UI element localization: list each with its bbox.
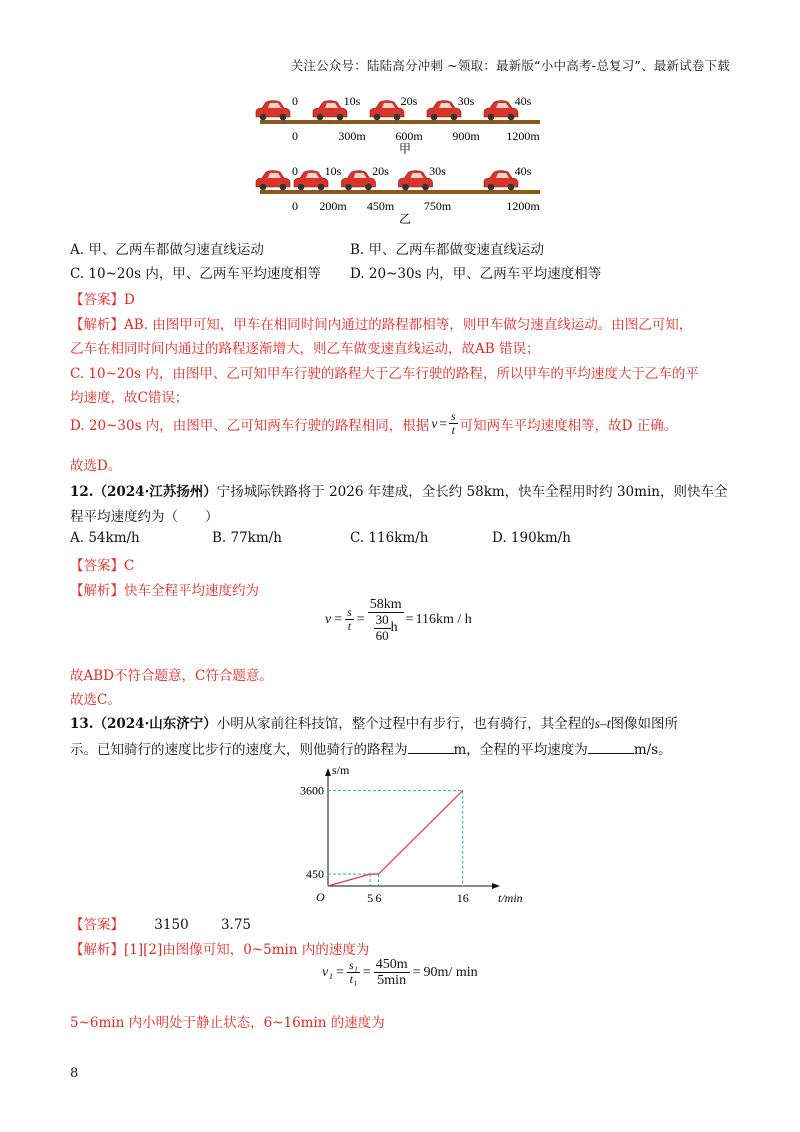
q13-answer	[70, 913, 251, 933]
jia-time-label: 20s	[400, 94, 418, 108]
q11-explanation-5	[70, 410, 677, 437]
q11-answer: 【答案】D	[70, 292, 135, 308]
q12-option-d[interactable]: D. 190km/h	[492, 530, 571, 546]
road	[260, 120, 540, 124]
jia-distance-label: 300m	[338, 129, 366, 143]
x-tick-label: 6	[375, 891, 382, 905]
q11-option-d[interactable]: D. 20~30s 内，甲、乙两车平均速度相等	[350, 266, 602, 282]
q11-explanation-1: 【解析】AB. 由图甲可知，甲车在相同时间内通过的路程都相等，则甲车做匀速直线运动。由图乙可知，	[70, 317, 693, 333]
page-header: 关注公众号：陆陆高分冲刺 ~领取：最新版“小中高考-总复习”、最新试卷下载	[290, 58, 730, 73]
q11-explanation-4: 均速度，故C错误；	[70, 390, 189, 406]
q12-answer: 【答案】C	[70, 558, 135, 574]
x-tick-label: 5	[367, 891, 374, 905]
q11-option-c[interactable]: C. 10~20s 内，甲、乙两车平均速度相等	[70, 266, 321, 282]
data-point	[370, 873, 371, 874]
y-axis-arrow	[325, 768, 331, 776]
q11-explanation-3: C. 10~20s 内，由图甲、乙可知甲车行驶的路程大于乙车行驶的路程，所以甲车的平均速度大于乙车的平	[70, 366, 699, 382]
car-icon	[484, 171, 518, 191]
q11-exp5-eq: =	[439, 415, 447, 431]
q11-explanation-2: 乙车在相同时间内通过的路程逐渐增大，则乙车做变速直线运动，故AB 错误；	[70, 341, 540, 357]
car-icon	[313, 101, 347, 121]
car-motion-figure	[255, 90, 555, 230]
q12-stem-1: 12.（2024·江苏扬州）宁扬城际铁路将于 2026 年建成，全长约 58km，快车全程用时约 30min，则快车全	[70, 484, 728, 500]
q12-explanation-2: 故ABD不符合题意，C符合题意。	[70, 668, 273, 684]
origin-label: O	[316, 890, 325, 904]
x-tick-label: 16	[456, 891, 469, 905]
yi-distance-label: 0	[292, 199, 298, 213]
yi-distance-label: 200m	[319, 199, 347, 213]
car-icon	[294, 171, 328, 191]
car-icon	[399, 171, 433, 191]
q11-exp5-post: 可知两车平均速度相等，故D 正确。	[459, 417, 678, 434]
q13-explanation-1: 【解析】[1][2]由图像可知，0~5min 内的速度为	[70, 942, 370, 958]
q12-option-b[interactable]: B. 77km/h	[212, 530, 282, 546]
q12-stem-2: 程平均速度约为（ ）	[70, 509, 219, 525]
series-line	[328, 791, 463, 886]
q12-number: 12.	[70, 484, 94, 500]
figure-jia	[256, 94, 540, 156]
q12-formula: v = $\frac{s}{t}$ = 58km $\frac{30}{60}$ h = 116km / h	[325, 597, 472, 643]
jia-time-label: 10s	[343, 94, 361, 108]
figure-yi	[256, 164, 540, 226]
q13-formula: v₁ = $\frac{\text{s₁}}{\text{t₁}}$ = $\frac{450m}{5\min}$ = 90m/ min	[322, 957, 478, 989]
q12-explanation-1: 【解析】快车全程平均速度约为	[70, 583, 259, 599]
y-tick-label: 450	[306, 867, 324, 882]
jia-time-label: 30s	[457, 94, 475, 108]
q13-number: 13.	[70, 716, 94, 732]
jia-time-label: 0	[292, 94, 298, 108]
q11-exp5-fraction: $\frac{s}{t}$	[450, 409, 456, 438]
data-point	[378, 873, 379, 874]
q13-blank-1[interactable]	[408, 741, 454, 754]
q12-source: （2024·江苏扬州）	[93, 484, 217, 500]
q13-answer-2: 3.75	[220, 917, 252, 933]
q12-option-a[interactable]: A. 54km/h	[70, 530, 140, 546]
q11-option-a[interactable]: A. 甲、乙两车都做匀速直线运动	[70, 242, 264, 258]
yi-time-label: 20s	[372, 164, 389, 178]
q13-stem-2: 示。已知骑行的速度比步行的速度大，则他骑行的路程为 m，全程的平均速度为 m/s。	[70, 742, 672, 758]
jia-label: 甲	[398, 142, 412, 156]
x-axis-label: t/min	[498, 891, 523, 905]
q11-conclusion: 故选D。	[70, 458, 122, 474]
car-icon	[256, 171, 290, 191]
q13-source: （2024·山东济宁）	[93, 716, 217, 732]
yi-time-label: 30s	[429, 164, 446, 178]
q11-exp5-v: v	[431, 415, 438, 431]
data-point	[462, 790, 463, 791]
car-icon	[370, 101, 404, 121]
s-t-chart	[300, 758, 523, 908]
car-icon	[256, 101, 290, 121]
yi-distance-label: 1200m	[506, 199, 540, 213]
q13-answer-1: 3150	[154, 917, 189, 933]
page-number: 8	[70, 1066, 79, 1081]
yi-distance-label: 450m	[366, 199, 395, 213]
car-icon	[427, 101, 461, 121]
q13-blank-2[interactable]	[588, 741, 634, 754]
q13-explanation-2: 5~6min 内小明处于静止状态，6~16min 的速度为	[70, 1015, 385, 1031]
q11-exp5-pre: D. 20~30s 内，由图甲、乙可知两车行驶的路程相同，根据	[70, 417, 430, 434]
q13-stem-1: 13.（2024·山东济宁）小明从家前往科技馆，整个过程中有步行，也有骑行，其全程的s–t图像如图所	[70, 716, 679, 732]
yi-time-label: 10s	[324, 164, 342, 178]
q13-answer-label: 【答案】	[70, 917, 124, 933]
yi-time-label: 40s	[514, 164, 532, 178]
q12-conclusion: 故选C。	[70, 692, 121, 708]
jia-distance-label: 600m	[395, 129, 423, 143]
yi-time-label: 0	[292, 164, 298, 178]
jia-time-label: 40s	[514, 94, 532, 108]
yi-distance-label: 750m	[423, 199, 452, 213]
jia-distance-label: 900m	[452, 129, 480, 143]
y-axis-label: s/m	[332, 763, 350, 777]
yi-label: 乙	[398, 212, 412, 226]
y-tick-label: 3600	[300, 783, 324, 798]
q12-option-c[interactable]: C. 116km/h	[350, 530, 429, 546]
data-point	[327, 885, 328, 886]
q11-option-b[interactable]: B. 甲、乙两车都做变速直线运动	[350, 242, 545, 258]
x-axis-arrow	[492, 883, 500, 889]
jia-distance-label: 1200m	[506, 129, 540, 143]
car-icon	[342, 171, 376, 191]
jia-distance-label: 0	[292, 129, 298, 143]
road	[260, 190, 540, 194]
car-icon	[484, 101, 518, 121]
